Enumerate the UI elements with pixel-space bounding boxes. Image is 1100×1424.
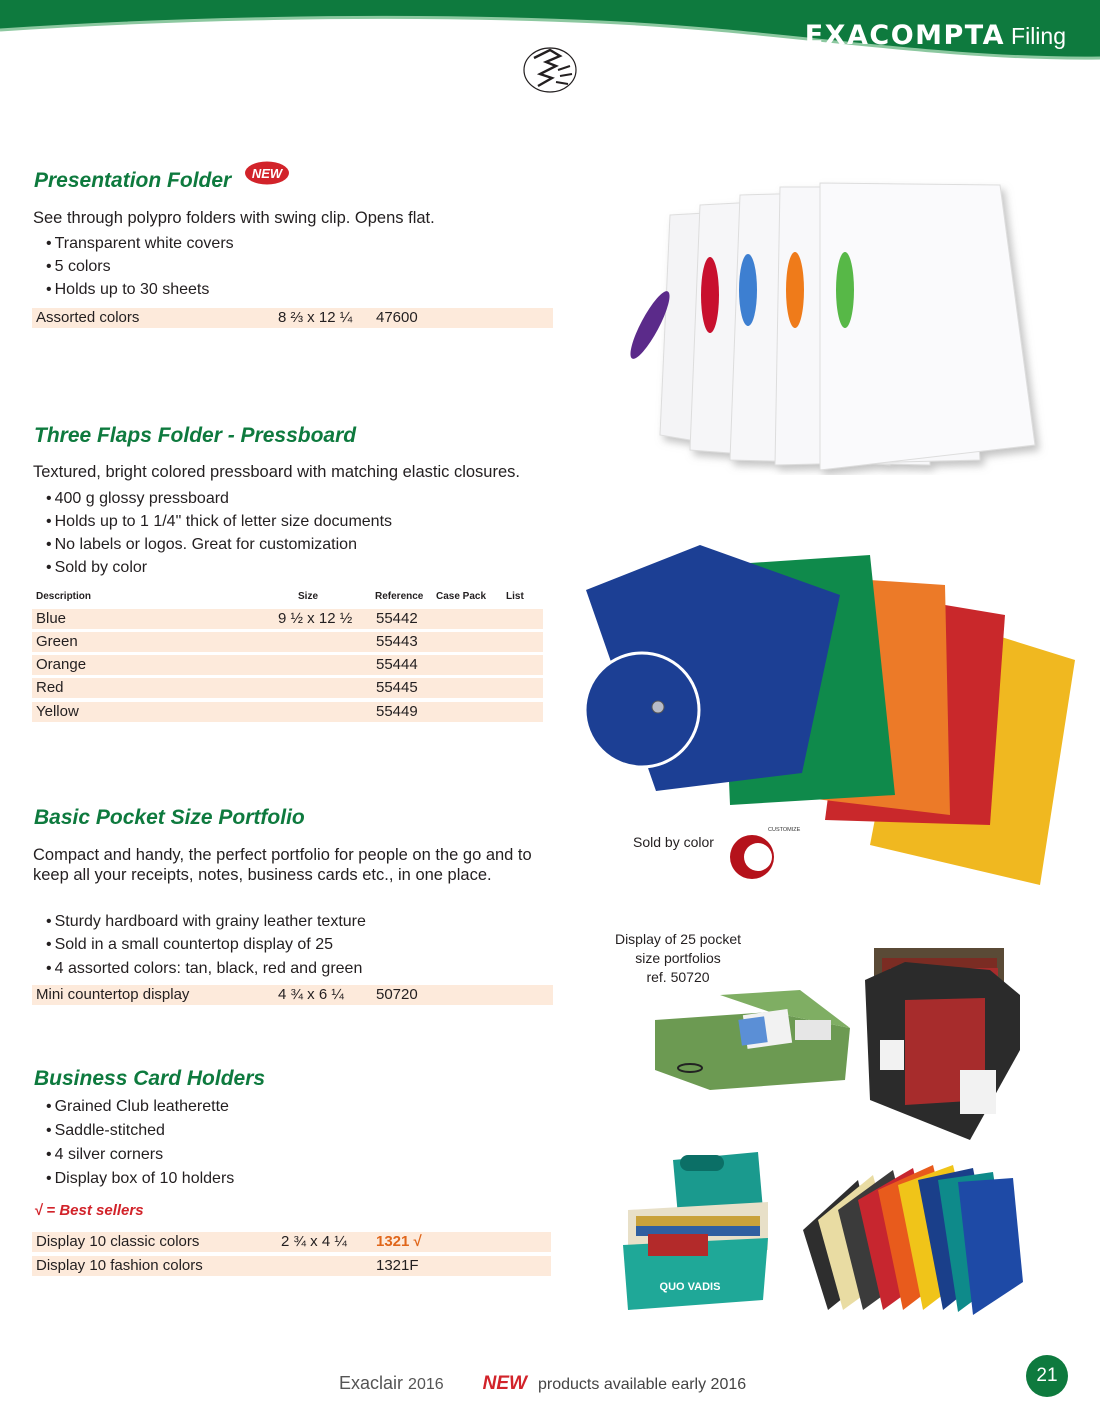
row-reference: 55442 xyxy=(376,610,418,627)
footer-new-label: NEW xyxy=(482,1373,527,1394)
page-number: 21 xyxy=(1026,1355,1068,1397)
presentation-folder-title: Presentation Folder xyxy=(34,169,232,192)
column-header: Description xyxy=(36,591,92,602)
quo-vadis-label: QUO VADIS xyxy=(659,1281,721,1293)
row-reference: 55445 xyxy=(376,679,418,696)
row-reference: 1321 √ xyxy=(376,1233,422,1250)
pocket-portfolio-description: Compact and handy, the perfect portfolio for people on the go and to keep all your receipts, notes, business cards etc., in one place. xyxy=(33,846,532,884)
row-size: 9 ½ x 12 ½ xyxy=(278,610,353,627)
table-row xyxy=(32,609,543,629)
new-badge xyxy=(244,160,290,186)
row-description: Mini countertop display xyxy=(36,986,190,1003)
row-description: Orange xyxy=(36,656,87,673)
table-row xyxy=(32,702,543,722)
column-header: List xyxy=(506,591,524,602)
bullet-item: • Sturdy hardboard with grainy leather texture xyxy=(46,913,366,931)
row-reference: 47600 xyxy=(376,309,418,326)
row-description: Blue xyxy=(36,610,67,627)
new-badge-label: NEW xyxy=(251,166,283,181)
pocket-portfolio-photo xyxy=(650,990,855,1100)
row-description: Display 10 classic colors xyxy=(36,1233,200,1250)
business-card-holders-title: Business Card Holders xyxy=(34,1067,266,1090)
display-caption-line: ref. 50720 xyxy=(646,969,710,985)
row-reference: 55443 xyxy=(376,633,418,650)
card-holders-fan-photo xyxy=(798,1160,1038,1320)
display-caption-line: Display of 25 pocket xyxy=(614,931,742,947)
column-header: Case Pack xyxy=(436,591,487,602)
table-row xyxy=(32,1232,551,1252)
footer-brand: Exaclair xyxy=(339,1373,404,1393)
row-size: 4 ¾ x 6 ¼ xyxy=(278,986,344,1003)
best-sellers-legend: √ = Best sellers xyxy=(34,1202,144,1219)
bullet-item: • Display box of 10 holders xyxy=(46,1170,234,1188)
presentation-folder-photo xyxy=(590,175,1060,475)
display-caption-line: size portfolios xyxy=(635,950,721,966)
bullet-item: • Sold in a small countertop display of 25 xyxy=(46,936,333,954)
row-reference: 55449 xyxy=(376,703,418,720)
bullet-item: • Holds up to 30 sheets xyxy=(46,281,209,299)
bullet-item: • 400 g glossy pressboard xyxy=(46,490,229,508)
bullet-item: • 5 colors xyxy=(46,258,111,276)
column-header: Size xyxy=(298,591,319,602)
bullet-item: • 4 silver corners xyxy=(46,1146,163,1164)
customize-label: CUSTOMIZE xyxy=(768,827,801,833)
three-flaps-description: Textured, bright colored pressboard with matching elastic closures. xyxy=(33,463,520,481)
quo-vadis-display-photo xyxy=(618,1150,788,1315)
row-size: 2 ¾ x 4 ¼ xyxy=(281,1233,347,1250)
exacompta-logo-icon xyxy=(520,40,580,96)
table-row xyxy=(32,308,553,328)
bullet-item: • Grained Club leatherette xyxy=(46,1098,229,1116)
display-caption xyxy=(598,930,758,987)
row-description: Green xyxy=(36,633,78,650)
three-flaps-folder-title: Three Flaps Folder - Pressboard xyxy=(34,424,357,447)
sold-by-color-caption: Sold by color xyxy=(633,834,714,850)
page-header xyxy=(0,0,1100,100)
pocket-portfolio-title: Basic Pocket Size Portfolio xyxy=(34,806,305,829)
table-row xyxy=(32,655,543,675)
section-name: Filing xyxy=(1011,23,1066,49)
bullet-item: • Sold by color xyxy=(46,559,147,577)
display-box-photo xyxy=(860,940,1030,1140)
table-row xyxy=(32,632,543,652)
bullet-item: • 4 assorted colors: tan, black, red and green xyxy=(46,960,362,978)
table-row xyxy=(32,1256,551,1276)
bullet-item: • No labels or logos. Great for customization xyxy=(46,536,357,554)
row-description: Yellow xyxy=(36,703,79,720)
column-header: Reference xyxy=(375,591,424,602)
brand-name: EXACOMPTA xyxy=(804,20,1006,51)
row-reference: 55444 xyxy=(376,656,418,673)
brand-heading xyxy=(805,20,1066,51)
table-row xyxy=(32,985,553,1005)
row-description: Red xyxy=(36,679,64,696)
bullet-item: • Saddle-stitched xyxy=(46,1122,165,1140)
page-footer xyxy=(339,1373,746,1395)
bullet-item: • Holds up to 1 1/4" thick of letter size documents xyxy=(46,513,392,531)
footer-note: products available early 2016 xyxy=(538,1376,747,1393)
table-row xyxy=(32,678,543,698)
row-reference: 50720 xyxy=(376,986,418,1003)
bullet-item: • Transparent white covers xyxy=(46,235,234,253)
row-description: Display 10 fashion colors xyxy=(36,1257,203,1274)
row-size: 8 ⅔ x 12 ¼ xyxy=(278,309,353,326)
row-reference: 1321F xyxy=(376,1257,419,1274)
presentation-folder-description: See through polypro folders with swing clip. Opens flat. xyxy=(33,209,435,227)
footer-year: 2016 xyxy=(408,1376,444,1393)
row-description: Assorted colors xyxy=(36,309,140,326)
